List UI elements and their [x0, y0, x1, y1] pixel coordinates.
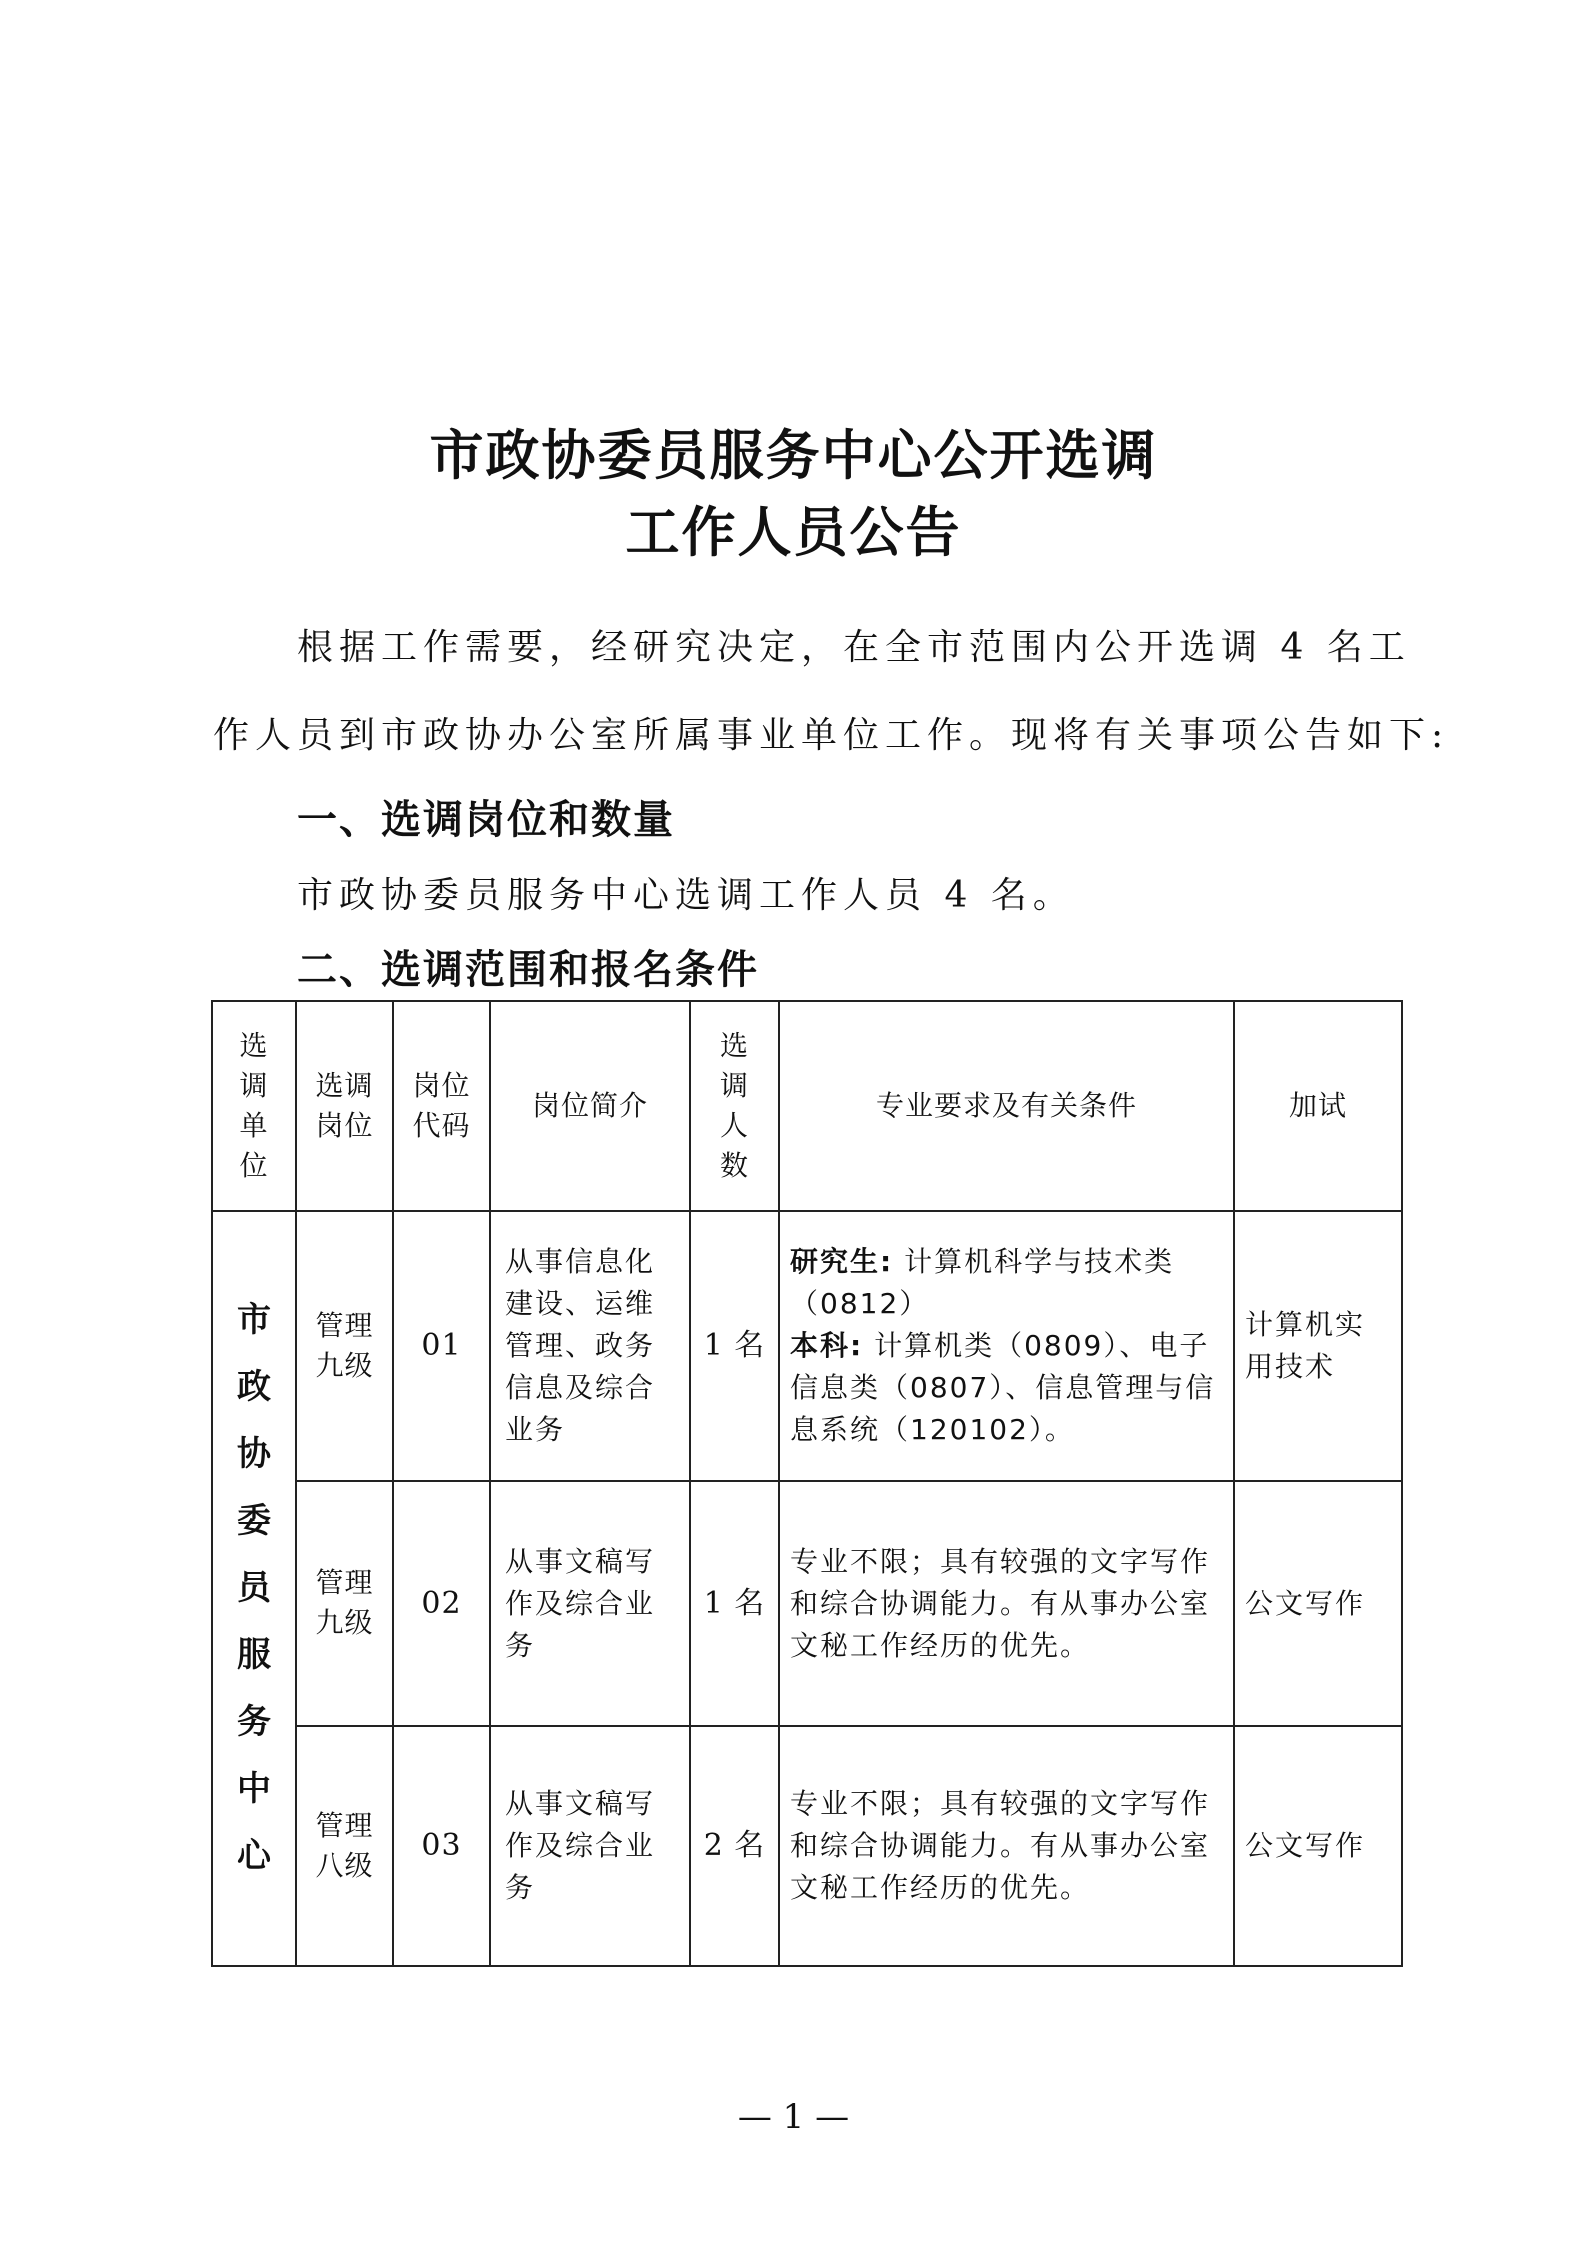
- post-intro: 从事信息化建设、运维管理、政务信息及综合业务: [490, 1211, 690, 1481]
- extra-test: 公文写作: [1234, 1726, 1402, 1966]
- header-requirements: 专业要求及有关条件: [779, 1001, 1234, 1211]
- intro-paragraph-line-1: 根据工作需要，经研究决定，在全市范围内公开选调 4 名工: [297, 627, 1411, 668]
- header-code: 岗位代码: [393, 1001, 490, 1211]
- extra-test: 公文写作: [1234, 1481, 1402, 1726]
- post-code: 03: [393, 1726, 490, 1966]
- document-title-line-1: 市政协委员服务中心公开选调: [429, 423, 1158, 487]
- post-requirements: [779, 1211, 1234, 1481]
- extra-test: 计算机实用技术: [1234, 1211, 1402, 1481]
- section-2-heading: 二、选调范围和报名条件: [297, 947, 759, 993]
- table-row: [212, 1481, 1402, 1726]
- positions-table: [211, 1000, 1403, 1967]
- header-count: 选调人数: [690, 1001, 779, 1211]
- requirement-label-undergraduate: 本科:: [790, 1329, 864, 1362]
- header-extra-test: 加试: [1234, 1001, 1402, 1211]
- header-intro: 岗位简介: [490, 1001, 690, 1211]
- requirement-text-graduate: 计算机科学与技术类（0812）: [790, 1245, 1175, 1320]
- requirement-label-graduate: 研究生:: [790, 1245, 894, 1278]
- page-number: — 1 —: [737, 2097, 850, 2137]
- section-1-text: 市政协委员服务中心选调工作人员 4 名。: [297, 875, 1075, 916]
- unit-cell: [212, 1211, 296, 1966]
- table-row: [212, 1211, 1402, 1481]
- post-intro: 从事文稿写作及综合业务: [490, 1726, 690, 1966]
- post-code: 02: [393, 1481, 490, 1726]
- unit-name: 市政协委员服务中心: [236, 1300, 271, 1876]
- post-level: 管理八级: [296, 1726, 393, 1966]
- post-count: 2 名: [690, 1726, 779, 1966]
- post-code: 01: [393, 1211, 490, 1481]
- header-unit: 选调单位: [212, 1001, 296, 1211]
- document-title-line-2: 工作人员公告: [625, 500, 962, 564]
- post-requirements: 专业不限；具有较强的文字写作和综合协调能力。有从事办公室文秘工作经历的优先。: [779, 1481, 1234, 1726]
- intro-paragraph-line-2: 作人员到市政协办公室所属事业单位工作。现将有关事项公告如下:: [213, 715, 1450, 756]
- table-row: [212, 1726, 1402, 1966]
- requirement-text-undergraduate: 计算机类（0809）、电子信息类（0807）、信息管理与信息系统（120102）。: [790, 1329, 1216, 1446]
- post-level: 管理九级: [296, 1211, 393, 1481]
- header-post: 选调岗位: [296, 1001, 393, 1211]
- post-requirements: 专业不限；具有较强的文字写作和综合协调能力。有从事办公室文秘工作经历的优先。: [779, 1726, 1234, 1966]
- post-count: 1 名: [690, 1211, 779, 1481]
- post-level: 管理九级: [296, 1481, 393, 1726]
- table-header-row: [212, 1001, 1402, 1211]
- post-intro: 从事文稿写作及综合业务: [490, 1481, 690, 1726]
- post-count: 1 名: [690, 1481, 779, 1726]
- section-1-heading: 一、选调岗位和数量: [297, 797, 675, 843]
